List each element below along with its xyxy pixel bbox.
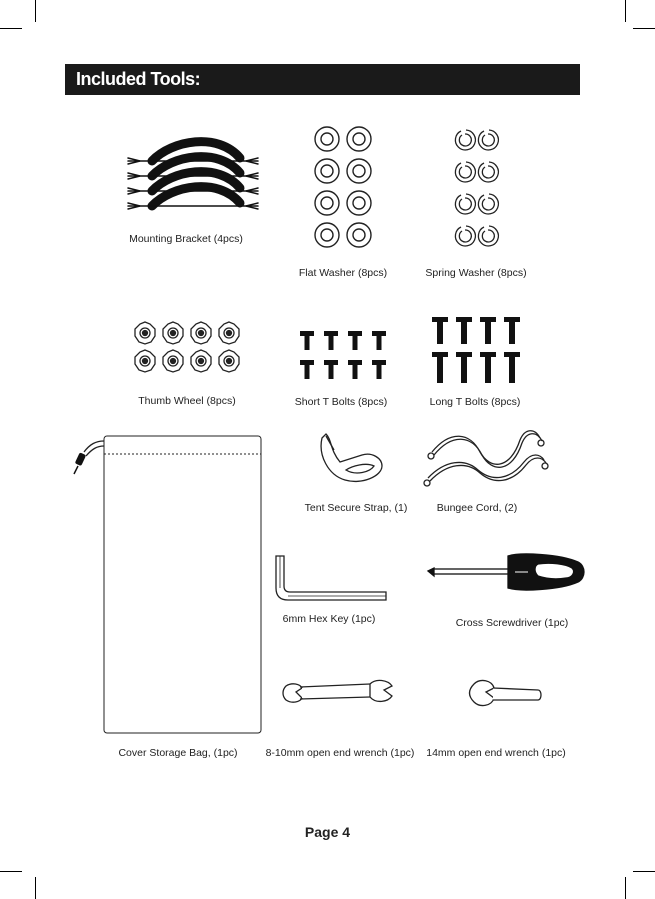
screwdriver-label: Cross Screwdriver (1pc)	[455, 617, 569, 629]
wrench-14-label: 14mm open end wrench (1pc)	[426, 747, 566, 759]
short-t-bolt-label: Short T Bolts (8pcs)	[294, 396, 388, 408]
storage-bag-label: Cover Storage Bag, (1pc)	[118, 747, 238, 759]
flat-washer-label: Flat Washer (8pcs)	[298, 267, 388, 279]
thumb-wheel-label: Thumb Wheel (8pcs)	[138, 395, 236, 407]
wrench-8-10-label: 8-10mm open end wrench (1pc)	[265, 747, 415, 759]
page-number: Page 4	[304, 824, 351, 840]
long-t-bolt-label: Long T Bolts (8pcs)	[429, 396, 521, 408]
spring-washer-label: Spring Washer (8pcs)	[425, 267, 527, 279]
section-title: Included Tools:	[76, 69, 201, 89]
strap-label: Tent Secure Strap, (1)	[304, 502, 408, 514]
hex-key-label: 6mm Hex Key (1pc)	[282, 613, 376, 625]
mounting-bracket-label: Mounting Bracket (4pcs)	[129, 233, 243, 245]
bungee-cord-label: Bungee Cord, (2)	[436, 502, 518, 514]
